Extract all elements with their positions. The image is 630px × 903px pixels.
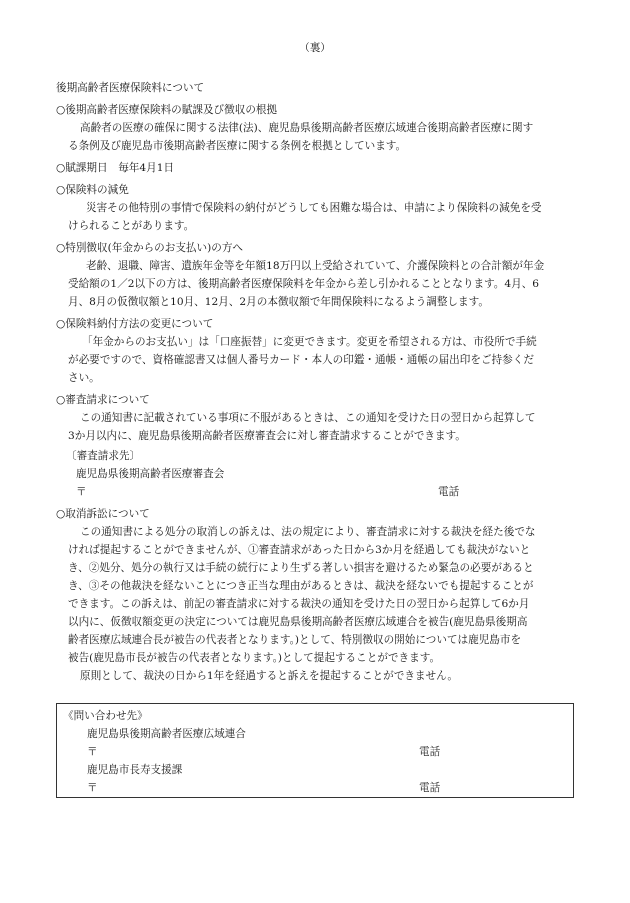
section-text-line: 高齢者の医療の確保に関する法律(法)、鹿児島県後期高齢者医療広域連合後期高齢者医療に関す: [80, 122, 534, 134]
postal-mark: 〒: [87, 746, 98, 758]
section-text-line: さい。: [68, 372, 100, 384]
section-text-line: 老齢、退職、障害、遺族年金等を年額18万円以上受給されていて、介護保険料との合計額が年金: [86, 260, 545, 272]
section-text-line: 以内に、仮徴収額変更の決定については鹿児島県後期高齢者医療広域連合を被告(鹿児島県後期高: [68, 616, 528, 628]
document-body: [56, 79, 576, 685]
section-heading: ○保険料の減免: [56, 184, 129, 196]
section-text-line: 齢者医療広域連合長が被告の代表者となります。)として、特別徴収の開始については鹿児島市を: [68, 634, 522, 646]
postal-mark: 〒: [76, 486, 87, 498]
section-assessment-date: [56, 159, 576, 177]
page-side-marker: （裏）: [299, 42, 331, 54]
contact-address-row: [63, 743, 567, 761]
review-destination-org: 鹿児島県後期高齢者医療審査会: [76, 468, 225, 480]
section-text-line: この通知書による処分の取消しの訴えは、法の規定により、審査請求に対する裁決を経た後でな: [80, 526, 536, 538]
section-text-line: 受給額の1／2以下の方は、後期高齢者医療保険料を年金から差し引かれることとなります。4月、6: [68, 278, 540, 290]
tel-label: 電話: [419, 746, 441, 758]
section-heading: ○取消訴訟について: [56, 508, 150, 520]
section-text-line: この通知書に記載されている事項に不服があるときは、この通知を受けた日の翌日から起算して: [80, 412, 536, 424]
section-text-line: けられることがあります。: [68, 220, 195, 232]
section-heading: ○審査請求について: [56, 394, 150, 406]
review-destination-label: 〔審査請求先〕: [66, 450, 141, 462]
section-text-line: 災害その他特別の事情で保険料の納付がどうしても困難な場合は、申請により保険料の減免を受: [86, 202, 542, 214]
section-reduction: [56, 181, 576, 235]
section-text-line: できます。この訴えは、前記の審査請求に対する裁決の通知を受けた日の翌日から起算して6か月: [68, 598, 530, 610]
section-text-line: ければ提起することができませんが、①審査請求があった日から3か月を経過しても裁決がないと: [68, 544, 531, 556]
contact-label: 《問い合わせ先》: [63, 710, 148, 722]
tel-label: 電話: [419, 782, 441, 794]
review-destination: [56, 447, 576, 501]
section-heading: ○保険料納付方法の変更について: [56, 318, 214, 330]
section-text-line: 「年金からのお支払い」は「口座振替」に変更できます。変更を希望される方は、市役所で手続: [82, 336, 537, 348]
section-text-line: き、②処分、処分の執行又は手続の続行により生ずる著しい損害を避けるため緊急の必要があると: [68, 562, 534, 574]
tel-label: 電話: [438, 486, 460, 498]
section-text-line: 原則として、裁決の日から1年を経過すると訴えを提起することができません。: [80, 670, 458, 682]
contact-box: [56, 703, 574, 798]
document-title: 後期高齢者医療保険料について: [56, 82, 205, 94]
section-special-collection: [56, 239, 576, 311]
section-heading: ○後期高齢者医療保険料の賦課及び徴収の根拠: [56, 104, 278, 116]
section-heading: ○特別徴収(年金からのお支払い)の方へ: [56, 242, 244, 254]
contact-org: 鹿児島市長寿支援課: [87, 764, 183, 776]
section-legal-basis: [56, 101, 576, 155]
contact-org: 鹿児島県後期高齢者医療広域連合: [87, 728, 246, 740]
section-text-line: 被告(鹿児島市長が被告の代表者となります。)として提起することができます。: [68, 652, 441, 664]
section-revocation-lawsuit: [56, 505, 576, 685]
review-destination-address-row: [56, 483, 576, 501]
section-review-request: [56, 391, 576, 445]
contact-address-row: [63, 779, 567, 797]
section-payment-method: [56, 315, 576, 387]
section-text-line: き、③その他裁決を経ないことにつき正当な理由があるときは、裁決を経ないでも提起することが: [68, 580, 534, 592]
section-text-line: が必要ですので、資格確認書又は個人番号カード・本人の印鑑・通帳・通帳の届出印をご持参くだ: [68, 354, 534, 366]
postal-mark: 〒: [87, 782, 98, 794]
section-heading: ○賦課期日 毎年4月1日: [56, 162, 175, 174]
section-text-line: る条例及び鹿児島市後期高齢者医療に関する条例を根拠としています。: [68, 140, 407, 152]
section-text-line: 3か月以内に、鹿児島県後期高齢者医療審査会に対し審査請求することができます。: [68, 430, 466, 442]
section-text-line: 月、8月の仮徴収額と10月、12月、2月の本徴収額で年間保険料になるよう調整します。: [68, 296, 489, 308]
